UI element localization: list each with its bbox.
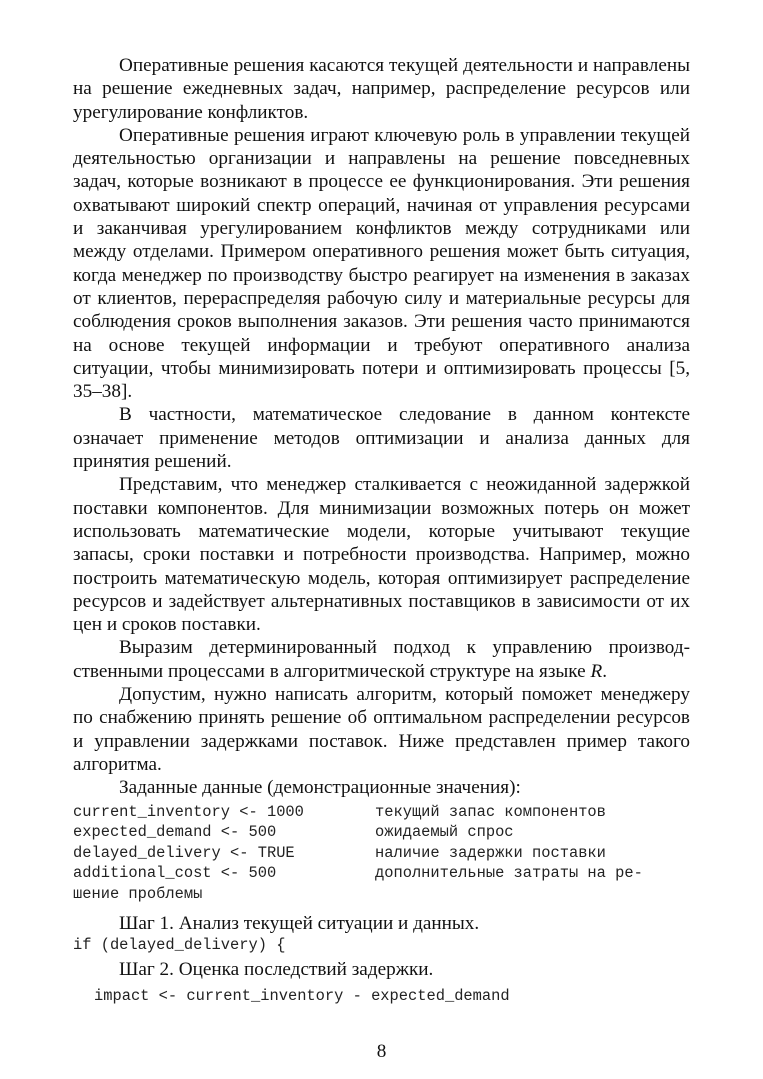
code-comment: дополнительные затраты на ре- [375, 864, 643, 882]
code-impact-statement: impact <- current_inventory - expected_demand [94, 986, 510, 1005]
paragraph-algorithm-example: Допустим, нужно написать алгоритм, который поможет менеджеру по снабжению принять решение об оптимальном распределении ресурсов и управлении задержками поставок. Ниже представлен пример такого алгоритма. [73, 684, 690, 775]
code-comment: наличие задержки поставки [375, 843, 606, 862]
paragraph-math-following: В частности, математическое следование в данном контексте означает применение методов оптимизации и анализа данных для принятия решений. [73, 404, 690, 473]
step-2-heading: Шаг 2. Оценка последствий задержки. [119, 959, 434, 981]
document-page [73, 54, 690, 1007]
code-if-statement: if (delayed_delivery) { [73, 936, 286, 955]
r-approach-text: Выразим детерминированный подход к управлению производственными процессами в алгоритмической структуре на языке [73, 637, 690, 682]
code-row [73, 863, 690, 884]
step-1-heading: Шаг 1. Анализ текущей ситуации и данных. [119, 913, 480, 934]
code-comment: текущий запас компонентов [375, 802, 606, 821]
given-data-code-block [73, 802, 690, 905]
code-row [73, 822, 690, 843]
code-comment-continuation: шение проблемы [73, 884, 203, 903]
paragraph-r-approach [73, 636, 690, 683]
code-statement: expected_demand <- 500 [73, 823, 277, 841]
r-approach-end: . [602, 660, 607, 682]
given-data-heading: Заданные данные (демонстрационные значения): [119, 777, 521, 799]
code-comment: ожидаемый спрос [375, 823, 514, 841]
code-statement: delayed_delivery <- TRUE [73, 843, 295, 862]
code-statement: current_inventory <- 1000 [73, 802, 304, 821]
paragraph-operational-role: Оперативные решения играют ключевую роль в управлении текущей деятельностью организации и направлены на решение повседневных задач, которые возникают в процессе ее функционирования. Эти решения охватывают широкий спектр операций, начиная от управления ресурсами и заканчивая урегулированием конфликтов между сотрудниками или между отделами. Примером оперативного решения может быть ситуация, когда менеджер по производству быстро реагирует на изменения в заказах от клиентов, перераспределяя рабочую силу и материальные ресурсы для соблюдения сроков выполнения заказов. Эти решения часто принимаются на основе текущей информации и требуют оперативного анализа ситуации, чтобы минимизировать потери и оптимизировать процессы [5, 35–38]. [73, 124, 690, 403]
r-language-name: R [590, 660, 603, 682]
page-number: 8 [376, 1041, 387, 1062]
code-row [73, 843, 690, 864]
code-row [73, 802, 690, 823]
paragraph-operational-intro: Оперативные решения касаются текущей деятельности и направлены на решение ежедневных задач, например, распределение ресурсов или урегулирование конфликтов. [73, 55, 690, 123]
paragraph-delivery-delay: Представим, что менеджер сталкивается с неожиданной задержкой поставки компонентов. Для минимизации возможных потерь он может использовать математические модели, которые учитывают текущие запасы, сроки поставки и потребности производства. Например, можно построить математическую модель, которая оптимизирует распределение ресурсов и задействует альтернативных поставщиков в зависимости от их цен и сроков поставки. [73, 474, 690, 636]
code-statement: additional_cost <- 500 [73, 864, 277, 882]
